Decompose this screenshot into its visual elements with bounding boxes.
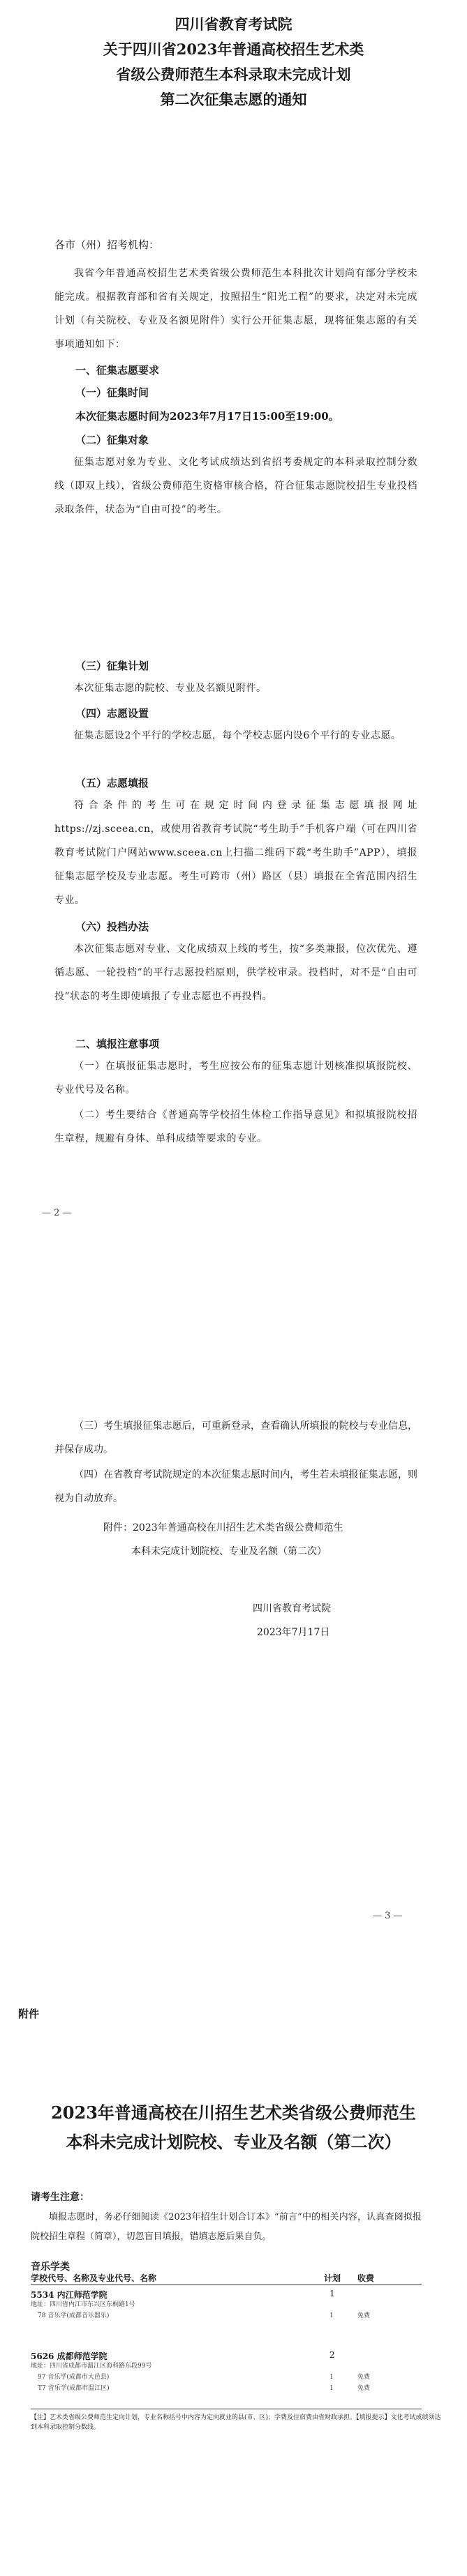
section-1-1-heading: （一）征集时间 — [75, 386, 149, 399]
school-address: 地址：四川省内江市东兴区东桐路1号 — [31, 2301, 135, 2308]
major-plan: 1 — [329, 2312, 334, 2319]
doc-title-line-4: 第二次征集志愿的通知 — [160, 91, 307, 108]
note-3-paragraph: （三）考生填报征集志愿后，可重新登录，查看确认所填报的院校与专业信息，并保存成功。 — [54, 1420, 417, 1455]
header-school-major: 学校代号、名称及专业代号、名称 — [31, 2273, 157, 2283]
school-plan: 2 — [329, 2350, 335, 2360]
note-1-paragraph: （一）在填报征集志愿时，考生应按公布的征集志愿计划核准拟填报院校、专业代号及名称。 — [54, 1061, 417, 1096]
major-name: 78 音乐学(成都音乐器乐) — [38, 2312, 110, 2319]
major-fee: 免费 — [357, 2385, 371, 2392]
major-name: T7 音乐学(成都市温江区) — [38, 2385, 110, 2392]
school-plan: 1 — [329, 2289, 335, 2298]
major-fee: 免费 — [357, 2312, 371, 2319]
section-2-heading: 二、填报注意事项 — [75, 1038, 160, 1050]
major-plan: 1 — [329, 2385, 334, 2392]
doc-title-line-3: 省级公费师范生本科录取未完成计划 — [116, 66, 351, 83]
school-name: 5626 成都师范学院 — [31, 2351, 108, 2361]
school-name: 5534 内江师范学院 — [31, 2290, 108, 2300]
object-paragraph: 征集志愿对象为专业、文化考试成绩达到省招考委规定的本科录取控制分数线（即双上线），省级公费师范生资格审核合格，符合征集志愿院校招生专业投档录取条件，状态为“自由可投”的考生。 — [54, 457, 417, 515]
signature-date: 2023年7月17日 — [257, 1627, 330, 1638]
section-1-heading: 一、征集志愿要求 — [75, 364, 160, 377]
attachment-ref-line-2: 本科未完成计划院校、专业及名额（第二次） — [131, 1546, 327, 1557]
doc-title-line-2: 关于四川省2023年普通高校招生艺术类 — [103, 40, 364, 58]
setting-paragraph: 征集志愿设2个平行的学校志愿，每个学校志愿内设6个平行的专业志愿。 — [74, 730, 401, 741]
attachment-label: 附件 — [18, 2008, 40, 2020]
header-plan: 计划 — [324, 2273, 341, 2283]
notice-heading: 请考生注意： — [31, 2192, 89, 2203]
school-address: 地址：四川省成都市温江区海科路东段99号 — [31, 2363, 152, 2370]
attachment-title-line-2: 本科未完成计划院校、专业及名额（第二次） — [66, 2132, 401, 2152]
major-plan: 1 — [329, 2374, 334, 2381]
section-1-4-heading: （四）志愿设置 — [75, 707, 149, 720]
page-number-2: — 2 — — [42, 1208, 72, 1218]
section-1-6-heading: （六）投档办法 — [75, 920, 149, 933]
attachment-title-line-1: 2023年普通高校在川招生艺术类省级公费师范生 — [51, 2103, 416, 2123]
table-footnote: 【注】艺术类省级公费师范生定向计划，专业名称括号中内容为定向就业的县(市、区)；学费及住宿费由省财政承担。【填报提示】文化考试成绩须达到本科录取控制分数线。 — [31, 2414, 441, 2431]
fill-paragraph: 符合条件的考生可在规定时间内登录征集志愿填报网址https://zj.sceea.cn，或使用省教育考试院“考生助手”手机客户端（可在四川省教育考试院门户网站www.sceea.cn上扫描二维码下载“考生助手”APP），填报征集志愿学校及专业志愿。考生可跨市（州）路区（县）填报在全省范围内招生专业。 — [54, 800, 417, 906]
note-2-paragraph: （二）考生要结合《普通高等学校招生体检工作指导意见》和拟填报院校招生章程，规避有身体、单科成绩等要求的专业。 — [54, 1109, 417, 1144]
doc-title-line-1: 四川省教育考试院 — [175, 15, 292, 33]
major-fee: 免费 — [357, 2374, 371, 2381]
page-number-3: — 3 — — [373, 1911, 403, 1921]
header-fee: 收费 — [357, 2273, 375, 2283]
signature-org: 四川省教育考试院 — [253, 1603, 331, 1614]
section-1-5-heading: （五）志愿填报 — [75, 777, 149, 789]
attachment-ref-line-1: 附件：2023年普通高校在川招生艺术类省级公费师范生 — [103, 1522, 343, 1533]
intro-paragraph: 我省今年普通高校招生艺术类省级公费师范生本科批次计划尚有部分学校未能完成。根据教育部和省有关规定，按照招生“阳光工程”的要求，决定对未完成计划（有关院校、专业及名额见附件）实行公开征集志愿，现将征集志愿的有关事项通知如下： — [54, 268, 417, 350]
notice-body: 填报志愿时，务必仔细阅读《2023年招生计划合订本》“前言”中的相关内容，认真查阅拟报院校招生章程（简章），切忽盲目填报，错填志愿后果自负。 — [31, 2212, 422, 2242]
plan-paragraph: 本次征集志愿的院校、专业及名额见附件。 — [74, 683, 267, 694]
category-heading: 音乐学类 — [31, 2261, 70, 2273]
collect-time: 本次征集志愿时间为2023年7月17日15:00至19:00。 — [75, 410, 339, 423]
major-name: 97 音乐学(成都市大邑县) — [38, 2374, 110, 2381]
salutation: 各市（州）招考机构： — [54, 238, 160, 251]
note-4-paragraph: （四）在省教育考试院规定的本次征集志愿时间内，考生若未填报征集志愿，则视为自动放弃。 — [54, 1469, 417, 1504]
cast-paragraph: 本次征集志愿对专业、文化成绩双上线的考生，按“多类兼报，位次优先、遵循志愿、一轮投档”的平行志愿投档原则，供学校审录。投档时，对不是“自由可投”状态的考生即使填报了专业志愿也不再投档。 — [54, 944, 417, 1002]
section-1-2-heading: （二）征集对象 — [75, 434, 149, 446]
section-1-3-heading: （三）征集计划 — [75, 660, 149, 672]
